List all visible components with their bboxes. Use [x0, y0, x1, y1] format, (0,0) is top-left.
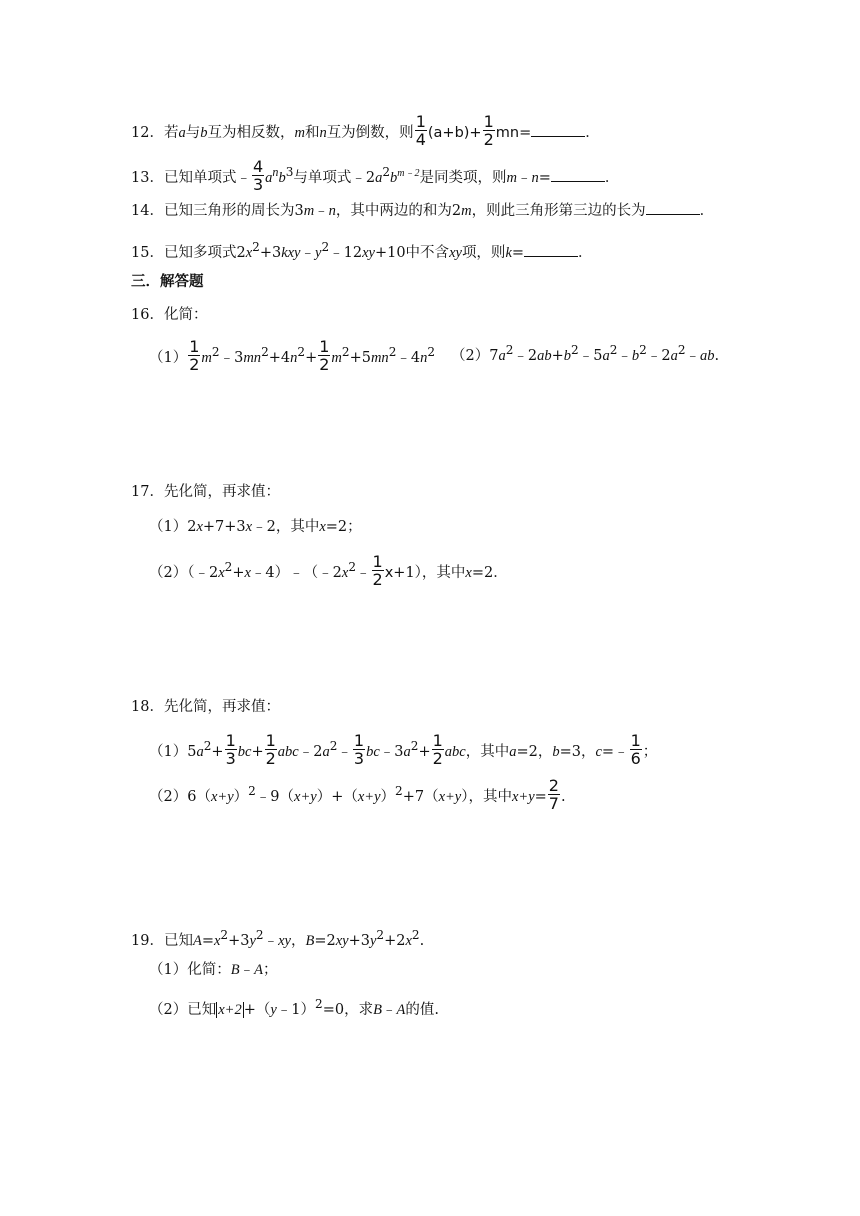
text: 化简：	[187, 962, 231, 978]
var: b	[563, 347, 572, 364]
fraction	[548, 777, 560, 813]
var: ab	[700, 347, 715, 364]
part-label: （2）	[149, 1001, 188, 1018]
text: 5	[187, 744, 197, 760]
text: 2	[187, 519, 197, 535]
question-16-part-1	[149, 337, 436, 376]
text: ﹣2	[513, 347, 538, 364]
exponent: n	[272, 165, 279, 180]
text: 已知多项式2	[163, 244, 246, 261]
denominator: 7	[548, 794, 559, 813]
var-n: n	[319, 125, 327, 141]
numerator: 1	[189, 337, 200, 356]
text: ﹣4）﹣（﹣2	[250, 565, 342, 581]
var: n	[420, 350, 428, 366]
text: 与单项式﹣2	[293, 170, 376, 186]
text: ﹣	[337, 744, 352, 760]
text: ﹣1）	[276, 1001, 316, 1018]
text: +	[232, 565, 245, 581]
exponent: 2	[252, 240, 260, 254]
var: abc	[444, 744, 466, 760]
var: m	[201, 350, 212, 366]
var: x	[341, 565, 349, 581]
answer-blank[interactable]	[551, 167, 605, 182]
exponent: 2	[382, 165, 391, 180]
part-label: （2）	[149, 565, 188, 581]
text: 已知	[163, 932, 193, 949]
text: 和	[304, 125, 320, 141]
denominator: 4	[415, 130, 426, 149]
denominator: 2	[319, 355, 330, 374]
text: ，其中	[465, 744, 510, 760]
text: +	[251, 744, 264, 760]
var: x+y	[511, 789, 535, 805]
text: =	[201, 932, 214, 949]
exponent: 2	[571, 343, 579, 357]
part-label: （1）	[149, 744, 188, 760]
exponent: 2	[395, 784, 403, 799]
var: y	[369, 932, 377, 949]
fraction	[225, 732, 237, 768]
fraction	[372, 553, 384, 589]
exponent: 2	[388, 345, 397, 360]
part-label: （2）	[149, 789, 188, 805]
exponent: m﹣2	[397, 168, 420, 180]
exponent: 2	[639, 343, 647, 357]
var: a	[403, 744, 411, 760]
text: =0，求	[322, 1001, 374, 1018]
text: ﹣9（	[255, 789, 295, 805]
denominator: 6	[630, 749, 641, 768]
question-title: 先化简，再求值：	[163, 699, 280, 715]
question-number: 17．	[131, 484, 164, 500]
numerator: 1	[483, 112, 494, 131]
var: x	[384, 565, 394, 581]
exponent: 2	[321, 240, 330, 254]
var: abc	[277, 744, 299, 760]
question-number: 14．	[131, 203, 164, 219]
text: 与	[185, 125, 201, 141]
text: ．	[699, 203, 715, 219]
question-number: 15．	[131, 244, 164, 261]
exponent: 2	[224, 560, 233, 575]
denominator: 3	[252, 175, 264, 194]
text: ﹣2	[298, 744, 323, 760]
text: ﹣	[685, 347, 701, 364]
var: a	[265, 170, 273, 186]
text: 互为相反数，	[207, 125, 295, 141]
var: a	[509, 744, 517, 760]
numerator: 4	[252, 157, 264, 176]
exponent: 2	[609, 343, 618, 357]
exponent: 3	[285, 165, 294, 180]
text: ﹣3	[379, 744, 404, 760]
var: x+y	[438, 789, 462, 805]
text: ﹣3	[219, 350, 244, 366]
exponent: 2	[248, 784, 256, 799]
text: +3	[228, 932, 250, 949]
text: 的值.	[405, 1001, 439, 1018]
text: ﹣2，其中	[252, 519, 320, 535]
var: x	[245, 244, 253, 261]
var: B	[373, 1001, 382, 1018]
question-16	[131, 305, 207, 325]
exponent: 2	[505, 343, 514, 357]
var: mn	[243, 350, 262, 366]
var: a	[196, 744, 204, 760]
question-17-part-2	[149, 552, 508, 591]
part-label: （2）	[451, 347, 490, 364]
var: x	[245, 519, 253, 535]
text: ．	[585, 125, 600, 141]
text: ．	[604, 170, 620, 186]
var: bc	[366, 744, 380, 760]
numerator: 1	[265, 731, 276, 750]
question-19-part-1	[149, 960, 277, 980]
text: +3	[348, 932, 370, 949]
text: =﹣	[601, 744, 629, 760]
question-19-part-2	[149, 994, 439, 1020]
question-number: 13．	[131, 170, 164, 186]
question-16-part-2	[451, 340, 719, 366]
text: =2，	[516, 744, 553, 760]
exponent: 2	[411, 928, 420, 942]
text: 7	[489, 347, 499, 364]
var: c	[595, 744, 602, 760]
var: a	[498, 347, 506, 364]
denominator: 2	[372, 570, 383, 589]
var: kxy	[281, 244, 301, 261]
text: =3，	[559, 744, 596, 760]
section-heading: 三．解答题	[131, 274, 204, 290]
var: A	[192, 932, 202, 949]
denominator: 2	[432, 749, 443, 768]
numerator: 1	[372, 552, 383, 571]
answer-blank[interactable]	[524, 242, 578, 257]
part-label: （1）	[149, 519, 188, 535]
text: 项，则	[461, 244, 506, 261]
denominator: 3	[225, 749, 236, 768]
text: +1），其中	[393, 565, 466, 581]
var: a	[670, 347, 678, 364]
fraction	[483, 113, 495, 149]
text: ）	[233, 789, 249, 805]
expression: mn=	[495, 125, 532, 141]
var: xy	[362, 244, 375, 261]
numerator: 1	[225, 731, 236, 750]
text: ﹣	[239, 962, 255, 978]
var: bc	[237, 744, 252, 760]
exponent: 2	[410, 739, 419, 754]
question-number: 12．	[131, 125, 164, 141]
text: ﹣	[300, 244, 315, 261]
var: b	[390, 170, 398, 186]
var-a: a	[178, 125, 186, 141]
exponent: 2	[341, 345, 350, 360]
text: 已知单项式﹣	[163, 170, 251, 186]
var: y	[249, 932, 256, 949]
denominator: 3	[353, 749, 365, 768]
var: A	[396, 1001, 406, 1018]
text: =	[534, 789, 547, 805]
text: +4	[268, 350, 291, 366]
text: 已知三角形的周长为3	[163, 203, 304, 219]
question-12	[131, 112, 600, 151]
question-14	[131, 200, 714, 221]
var: x+y	[357, 789, 381, 805]
var: a	[375, 170, 383, 186]
question-17-part-1	[149, 517, 362, 537]
absolute-value: x+2	[218, 1001, 242, 1018]
var: m	[461, 203, 472, 219]
var: x	[196, 519, 203, 535]
var: x+y	[294, 789, 317, 805]
var: ab	[537, 347, 552, 364]
text: 是同类项，则	[419, 170, 507, 186]
var: mn	[370, 350, 389, 366]
fraction	[353, 732, 365, 768]
numerator: 2	[548, 776, 559, 795]
denominator: 2	[265, 749, 276, 768]
var: x	[213, 932, 221, 949]
text: +	[211, 744, 224, 760]
var: x+y	[210, 789, 234, 805]
exponent: 2	[329, 739, 338, 754]
text: +	[551, 347, 564, 364]
text: .	[714, 347, 720, 364]
text: ﹣5	[578, 347, 603, 364]
denominator: 2	[483, 130, 494, 149]
text: +7（	[402, 789, 439, 805]
exponent: 2	[211, 345, 220, 360]
text: ﹣	[356, 565, 371, 581]
fraction	[630, 732, 642, 768]
text: +2	[384, 932, 406, 949]
text: =2；	[325, 519, 362, 535]
text: ，则此三角形第三边的长为	[471, 203, 646, 219]
text: ，	[290, 932, 306, 949]
text: ，其中两边的和为2	[335, 203, 462, 219]
text: ；	[262, 962, 278, 978]
answer-blank[interactable]	[531, 122, 585, 137]
var: B	[230, 962, 240, 978]
question-17	[131, 482, 280, 502]
exponent: 2	[427, 345, 436, 360]
exponent: 2	[376, 928, 385, 942]
var: y	[315, 244, 322, 261]
var: k	[505, 244, 512, 261]
text: ﹣2	[646, 347, 671, 364]
var: x	[465, 565, 472, 581]
var: b	[552, 744, 560, 760]
text: ）	[380, 789, 396, 805]
var: a	[602, 347, 610, 364]
text: ﹣	[263, 932, 279, 949]
text: .	[419, 932, 425, 949]
text: =	[511, 244, 525, 261]
var: n	[328, 203, 336, 219]
text: 6（	[187, 789, 211, 805]
denominator: 2	[189, 355, 200, 374]
exponent: 2	[255, 928, 264, 942]
var: x	[405, 932, 412, 949]
question-13	[131, 157, 620, 196]
text: +	[418, 744, 431, 760]
var: xy	[335, 932, 349, 949]
text: ；	[642, 744, 658, 760]
answer-blank[interactable]	[646, 200, 700, 215]
part-label: （1）	[149, 962, 188, 978]
text: +3	[259, 244, 282, 261]
exponent: 2	[348, 560, 357, 575]
text: 已知	[187, 1001, 217, 1018]
part-label: （1）	[149, 350, 188, 366]
text: ﹣	[381, 1001, 397, 1018]
var: A	[254, 962, 263, 978]
var: n	[290, 350, 298, 366]
var: xy	[278, 932, 291, 949]
fraction	[188, 338, 200, 374]
text: +	[305, 350, 318, 366]
text: 互为倒数，则	[326, 125, 414, 141]
text: +7+3	[202, 519, 246, 535]
text: （﹣2	[187, 565, 219, 581]
text: ﹣	[314, 203, 329, 219]
var: m	[303, 203, 315, 219]
text: ﹣	[517, 170, 532, 186]
text: =2．	[471, 565, 508, 581]
question-15	[131, 237, 593, 263]
text: +（	[243, 1001, 271, 1018]
var: b	[631, 347, 640, 364]
text: +5	[349, 350, 371, 366]
var: n	[531, 170, 539, 186]
var-m: m	[294, 125, 305, 141]
text: ﹣12	[329, 244, 363, 261]
numerator: 1	[415, 112, 426, 131]
var: x	[244, 565, 251, 581]
question-18-part-1	[149, 731, 658, 770]
question-title: 化简：	[163, 307, 208, 323]
fraction	[318, 338, 330, 374]
text: ﹣4	[396, 350, 421, 366]
exponent: 2	[220, 928, 229, 942]
exponent: 2	[261, 345, 269, 360]
question-18	[131, 697, 280, 717]
var-b: b	[200, 125, 208, 141]
var: a	[322, 744, 330, 760]
fraction	[432, 732, 444, 768]
question-19	[131, 925, 424, 951]
question-number: 19．	[131, 932, 164, 949]
numerator: 1	[432, 731, 443, 750]
fraction	[415, 113, 427, 149]
var: b	[278, 170, 286, 186]
question-title: 先化简，再求值：	[163, 484, 280, 500]
numerator: 1	[630, 731, 641, 750]
text: =2	[314, 932, 336, 949]
exponent: 2	[315, 997, 323, 1011]
numerator: 1	[319, 337, 330, 356]
var: x	[218, 565, 225, 581]
text: ．	[578, 244, 593, 261]
text: =	[538, 170, 551, 186]
expression: (a+b)+	[427, 125, 482, 141]
fraction	[265, 732, 277, 768]
numerator: 1	[353, 731, 365, 750]
text: +10中不含	[374, 244, 450, 261]
var: xy	[449, 244, 462, 261]
var: m	[506, 170, 518, 186]
text: .	[560, 789, 566, 805]
text: ﹣	[617, 347, 632, 364]
exponent: 2	[203, 739, 212, 754]
var: x	[319, 519, 326, 535]
text: 若	[163, 125, 179, 141]
exponent: 2	[677, 343, 686, 357]
exponent: 2	[297, 345, 306, 360]
text: ），其中	[461, 789, 512, 805]
question-number: 16．	[131, 307, 164, 323]
question-number: 18．	[131, 699, 164, 715]
text: ）+（	[316, 789, 358, 805]
var: m	[331, 350, 342, 366]
fraction	[252, 158, 264, 194]
question-18-part-2	[149, 776, 566, 815]
var: y	[270, 1001, 277, 1018]
var: B	[305, 932, 315, 949]
